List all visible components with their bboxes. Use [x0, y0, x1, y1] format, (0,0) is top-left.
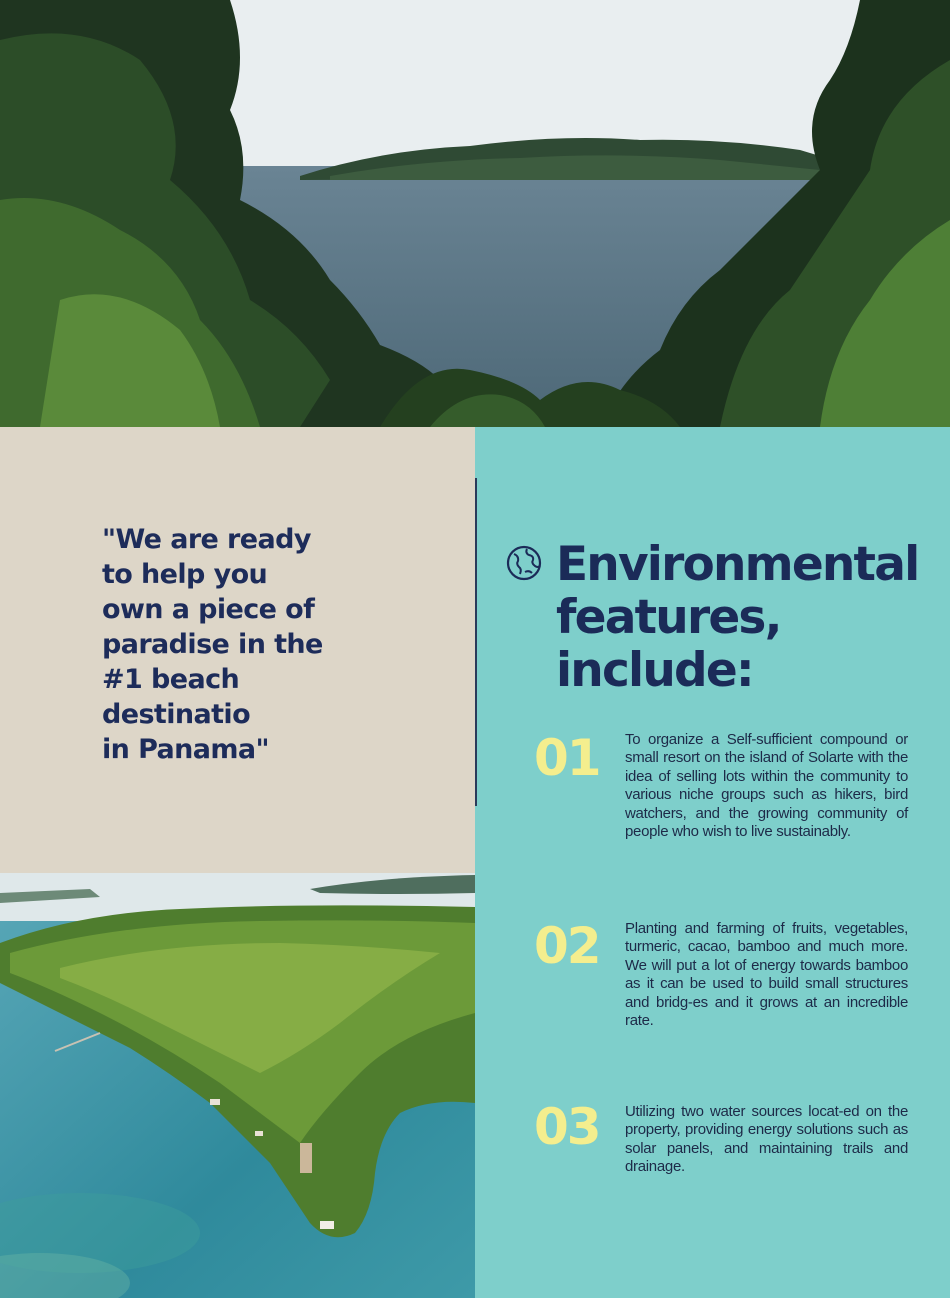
features-heading: Environmental features, include:	[556, 537, 919, 698]
bay-landscape-illustration	[0, 0, 950, 427]
feature-number: 02	[534, 917, 600, 975]
globe-icon	[505, 544, 543, 582]
feature-text: Planting and farming of fruits, vegetables, turmeric, cacao, bamboo and much more. We will put a lot of energy towards bamboo as it can be used to build small structures and bridg-es and it grows at an incredible rate.	[625, 920, 908, 1030]
hero-photo	[0, 0, 950, 427]
vertical-divider	[475, 478, 477, 806]
feature-number: 03	[534, 1098, 600, 1156]
aerial-island-illustration	[0, 873, 475, 1298]
quote-panel	[0, 427, 475, 873]
feature-number: 01	[534, 729, 600, 787]
aerial-island-photo	[0, 873, 475, 1298]
feature-text: Utilizing two water sources locat-ed on the property, providing energy solutions such as solar panels, and maintaining trails and drainage.	[625, 1103, 908, 1176]
feature-text: To organize a Self-sufficient compound or small resort on the island of Solarte with the idea of selling lots within the community to various niche groups such as hikers, bird watchers, and the growing community of people who wish to live sustainably.	[625, 731, 908, 841]
pull-quote: "We are ready to help you own a piece of paradise in the #1 beach destinatio in Panama"	[102, 524, 323, 765]
